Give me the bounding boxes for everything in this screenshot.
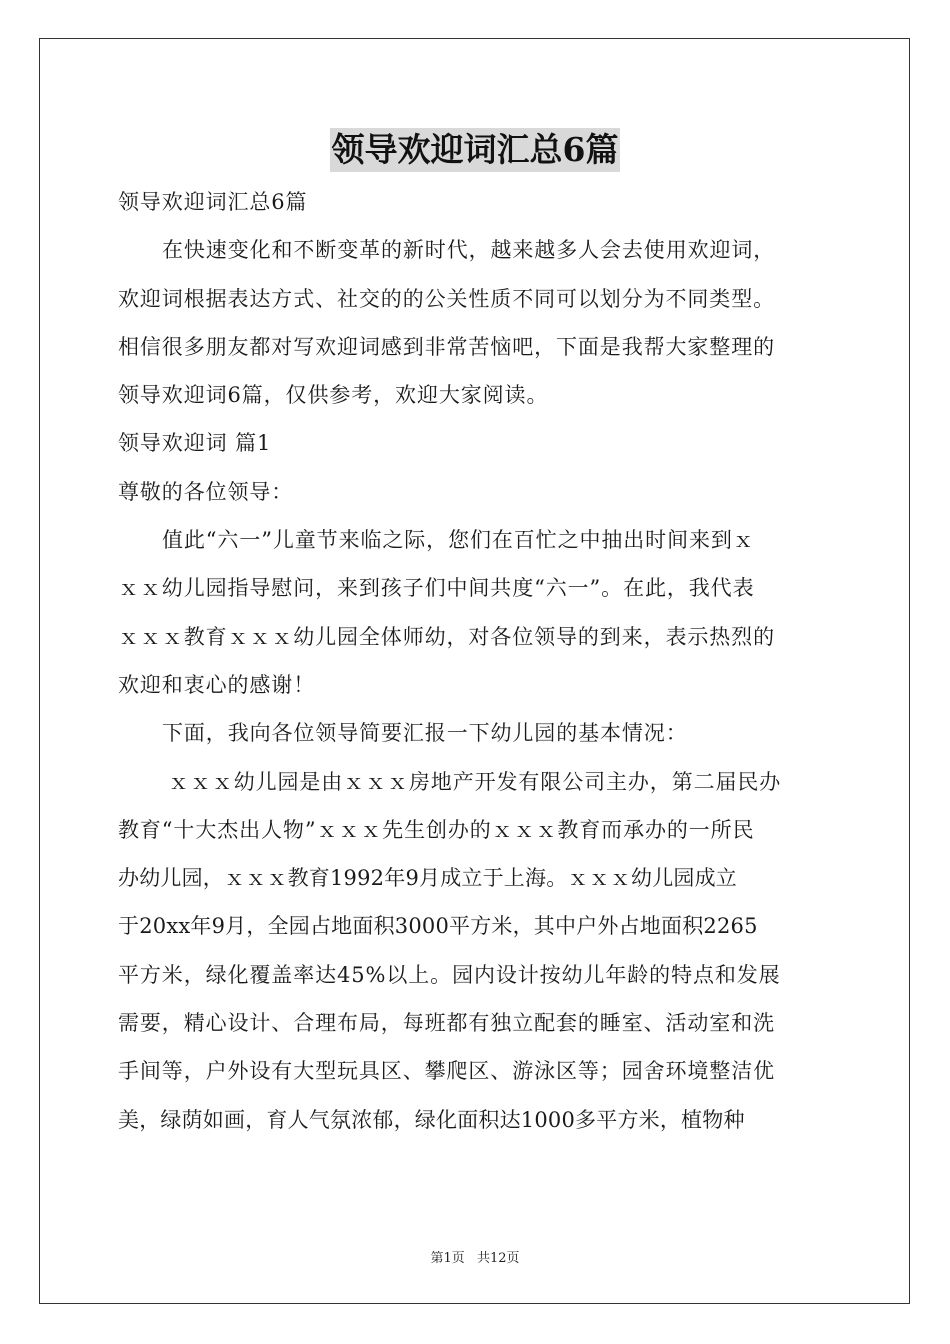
page-title: 领导欢迎词汇总6篇 [330,128,621,172]
paragraph-line: 在快速变化和不断变革的新时代，越来越多人会去使用欢迎词， [162,238,776,263]
paragraph-line: 领导欢迎词6篇，仅供参考，欢迎大家阅读。 [118,383,549,408]
page-footer [0,1247,950,1266]
section-heading: 领导欢迎词 篇1 [118,431,272,456]
salutation-line: 尊敬的各位领导： [118,479,294,504]
paragraph-line: 平方米，绿化覆盖率达45%以上。园内设计按幼儿年龄的特点和发展 [118,962,781,987]
paragraph-line: ｘｘ幼儿园指导慰问，来到孩子们中间共度“六一”。在此，我代表 [118,576,755,601]
paragraph-line: 美，绿荫如画，育人气氛浓郁，绿化面积达1000多平方米，植物种 [118,1107,745,1132]
page-number: 第1页 [430,1251,465,1266]
paragraph-line: 欢迎和衷心的感谢！ [118,672,316,697]
paragraph-line: 于20xx年9月，全园占地面积3000平方米，其中户外占地面积2265 [118,914,758,939]
page-total: 共12页 [476,1251,520,1266]
paragraph-line: 值此“六一”儿童节来临之际，您们在百忙之中抽出时间来到ｘ [162,528,755,553]
paragraph-line: 办幼儿园，ｘｘｘ教育1992年9月成立于上海。ｘｘｘ幼儿园成立 [118,866,738,891]
paragraph-line: 下面，我向各位领导简要汇报一下幼儿园的基本情况： [162,721,688,746]
paragraph-line: 相信很多朋友都对写欢迎词感到非常苦恼吧，下面是我帮大家整理的 [118,334,775,359]
paragraph-line: 手间等，户外设有大型玩具区、攀爬区、游泳区等；园舍环境整洁优 [118,1059,775,1084]
paragraph-line: 教育“十大杰出人物”ｘｘｘ先生创办的ｘｘｘ教育而承办的一所民 [118,817,755,842]
paragraph-line: 欢迎词根据表达方式、社交的的公关性质不同可以划分为不同类型。 [118,286,775,311]
paragraph-line: ｘｘｘ教育ｘｘｘ幼儿园全体师幼，对各位领导的到来，表示热烈的 [118,624,775,649]
paragraph-line: 需要，精心设计、合理布局，每班都有独立配套的睡室、活动室和洗 [118,1011,775,1036]
subtitle-line: 领导欢迎词汇总6篇 [118,190,308,214]
paragraph-line: ｘｘｘ幼儿园是由ｘｘｘ房地产开发有限公司主办，第二届民办 [168,769,782,794]
document-body [118,178,834,1144]
title-container [0,128,950,172]
